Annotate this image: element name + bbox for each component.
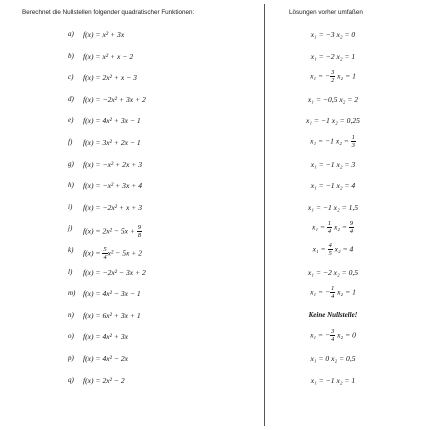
exercise-label: i) [68, 202, 73, 211]
function-definition: f(x) = 4x² − 2x [83, 353, 128, 363]
solution: x₁ = −2 x₂ = 1 [310, 51, 356, 61]
solution-text-tail: x₂ = 1 [335, 287, 356, 297]
solution-fraction-numerator: 1 [331, 285, 335, 293]
exercise-list [0, 26, 430, 393]
function-text: f(x) = 2x² − 5x + [83, 226, 137, 236]
exercise-label: e) [68, 116, 74, 125]
function-definition: f(x) = 4x² − 3x − 1 [83, 289, 141, 299]
function-definition: f(x) = 4x² + 3x − 1 [83, 116, 141, 126]
solution-fraction-second-numerator: 9 [349, 220, 354, 228]
exercise-row [0, 48, 430, 70]
solution-text-tail: x₂ = 1 [335, 71, 356, 81]
exercise-label: l) [68, 267, 73, 276]
solution: x₁ = −1 x₂ = 0,25 [306, 116, 360, 126]
function-fraction [137, 224, 142, 239]
exercise-row [0, 91, 430, 113]
function-fraction-numerator: 9 [137, 224, 142, 232]
solution: x₁ = −1 x₂ = 1,5 [307, 202, 359, 212]
solution [288, 285, 378, 300]
function-text: f(x) = [83, 248, 103, 258]
exercise-row [0, 307, 430, 329]
solution-fraction-numerator: 1 [351, 133, 355, 141]
solution-fraction-numerator: 4 [328, 241, 332, 249]
solution-text: x₁ = [312, 244, 328, 254]
solution [288, 134, 378, 149]
function-definition: f(x) = x² + 3x [83, 30, 125, 39]
solution [288, 242, 378, 257]
solution-fraction-second-denominator: 4 [349, 228, 354, 236]
exercise-label: d) [68, 94, 74, 103]
solution-fraction-denominator: 4 [331, 336, 335, 344]
solution-fraction [351, 134, 356, 149]
exercise-row [0, 372, 430, 394]
solution-text: x₁ = − [310, 287, 331, 297]
exercise-label: j) [68, 224, 73, 233]
solution-text: x₁ = [311, 222, 327, 232]
exercise-row [0, 134, 430, 156]
exercise-label: b) [68, 51, 74, 60]
solution: x₁ = −0,5 x₂ = 2 [307, 94, 359, 104]
function-definition: f(x) = −x² + 2x + 3 [83, 159, 143, 169]
solution-fraction-numerator: 3 [331, 69, 335, 77]
exercise-label: h) [68, 181, 74, 190]
exercise-row [0, 112, 430, 134]
exercise-row [0, 350, 430, 372]
solution [288, 69, 378, 84]
exercise-row [0, 220, 430, 242]
exercise-label: n) [68, 310, 74, 319]
function-definition: f(x) = 3x² + 2x − 1 [83, 137, 141, 147]
solution-text: x₁ = − [310, 330, 331, 340]
task-instruction: Berechnet die Nullstellen folgender quadratischer Funktionen: [22, 9, 195, 16]
function-text-tail: x² − 5x + 2 [107, 248, 143, 258]
function-fraction-denominator: 4 [103, 253, 107, 261]
solution: x₁ = −1 x₂ = 4 [310, 181, 356, 191]
solution: x₁ = −2 x₂ = 0,5 [307, 267, 359, 277]
function-fraction-denominator: 8 [137, 232, 142, 240]
function-definition: f(x) = −2x² − 3x + 2 [83, 267, 146, 277]
solution: x₁ = −1 x₂ = 3 [310, 159, 356, 169]
function-definition: f(x) = 4x² + 3x [83, 332, 128, 342]
function-definition: f(x) = −2x² + 3x + 2 [83, 94, 146, 104]
solution-text: x₁ = − [310, 71, 331, 81]
function-definition [83, 224, 142, 239]
exercise-row [0, 156, 430, 178]
exercise-row [0, 328, 430, 350]
solution [288, 328, 378, 343]
exercise-label: f) [68, 137, 73, 146]
solution-text-tail: x₂ = 4 [332, 244, 354, 254]
exercise-row [0, 26, 430, 48]
solution-fraction-denominator: 3 [351, 141, 355, 149]
function-definition [83, 246, 142, 261]
exercise-label: a) [68, 30, 74, 38]
function-definition: f(x) = −2x² + x + 3 [83, 202, 143, 212]
exercise-row [0, 264, 430, 286]
solution: x₁ = −1 x₂ = 1 [310, 375, 356, 385]
exercise-label: c) [68, 73, 74, 82]
exercise-label: g) [68, 159, 74, 168]
exercise-label: m) [68, 289, 76, 298]
solution: x₁ = 0 x₂ = 0,5 [310, 353, 356, 363]
solution-fraction-second [349, 220, 354, 235]
solution-fraction-numerator: 3 [331, 328, 335, 336]
solution: Keine Nullstelle! [308, 310, 358, 319]
solution-text: x₁ = −1 x₂ = [310, 136, 351, 146]
solution-fraction-numerator: 1 [327, 220, 332, 228]
function-definition: f(x) = 6x² + 3x + 1 [83, 310, 141, 320]
exercise-label: q) [68, 375, 74, 384]
solution: x₁ = −3 x₂ = 0 [310, 30, 356, 39]
exercise-label: k) [68, 245, 74, 254]
exercise-row [0, 242, 430, 264]
solution-fraction-denominator: 4 [327, 228, 332, 236]
function-definition: f(x) = −x² + 3x + 4 [83, 181, 143, 191]
function-definition: f(x) = x² + x − 2 [83, 51, 134, 61]
exercise-row [0, 177, 430, 199]
exercise-row [0, 285, 430, 307]
exercise-row [0, 199, 430, 221]
solution-fraction-denominator: 5 [328, 249, 332, 257]
solution-fraction-denominator: 2 [331, 77, 335, 85]
function-fraction-numerator: 5 [103, 245, 107, 253]
exercise-label: p) [68, 353, 74, 362]
exercise-label: o) [68, 332, 74, 341]
solution-text-mid: x₂ = [332, 222, 349, 232]
exercise-row [0, 69, 430, 91]
solution [288, 220, 378, 235]
function-definition: f(x) = 2x² + x − 3 [83, 73, 137, 83]
function-definition: f(x) = 2x² − 2 [83, 375, 125, 385]
solution-fraction-denominator: 4 [331, 293, 335, 301]
solutions-heading: Lösungen vorher umfaßen [289, 9, 363, 16]
solution-text-tail: x₂ = 0 [335, 330, 356, 340]
